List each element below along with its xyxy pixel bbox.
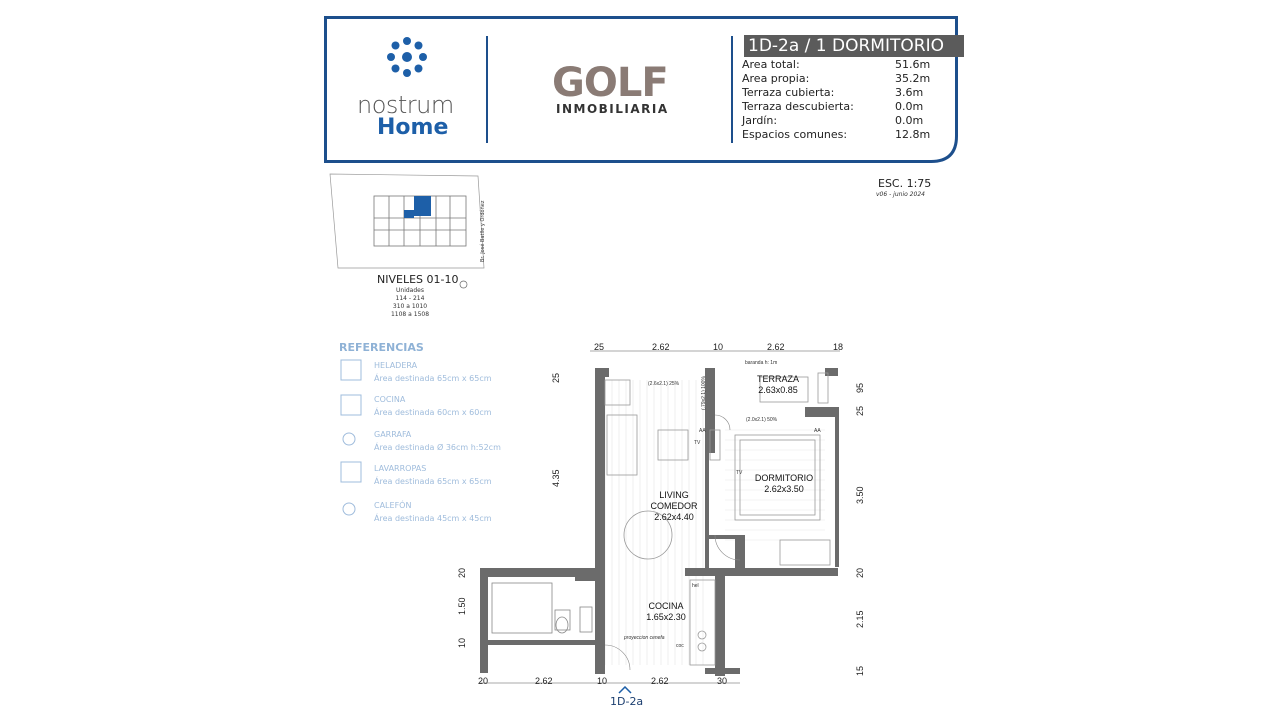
- room-label-living: [638, 490, 710, 523]
- spec-label: Area total:: [742, 58, 800, 71]
- spec-value: 3.6m: [895, 86, 924, 99]
- water-heater-icon: [340, 498, 362, 520]
- room-name: TERRAZA: [756, 374, 799, 384]
- ref-name: HELADERA: [374, 361, 418, 370]
- spec-row: [742, 86, 926, 100]
- units-label: Unidades: [396, 287, 424, 294]
- note-coc: coc: [676, 643, 684, 649]
- dim-left: 20: [457, 567, 467, 578]
- unit-code: 1D-2a: [610, 695, 644, 708]
- room-name: LIVING COMEDOR: [650, 490, 698, 511]
- unit-title: 1D-2a / 1 DORMITORIO: [744, 35, 964, 57]
- version-label: v06 - junio 2024: [876, 191, 925, 198]
- dim-bottom: 2.62: [535, 676, 553, 686]
- room-label-terrace: [743, 374, 813, 396]
- ref-name: COCINA: [374, 395, 406, 404]
- note-hel: hel: [692, 583, 699, 589]
- ref-name: GARRAFA: [374, 430, 412, 439]
- spec-row: [742, 72, 931, 86]
- units-range: 1108 a 1508: [390, 311, 430, 318]
- spec-row: [742, 128, 931, 142]
- room-size: 2.63x0.85: [758, 385, 798, 395]
- unit-highlight: [414, 196, 431, 216]
- dim-top: 2.62: [652, 342, 670, 352]
- key-plan: [328, 172, 488, 272]
- note-baranda: baranda h: 1m: [745, 360, 778, 366]
- room-size: 1.65x2.30: [646, 612, 686, 622]
- ref-name: LAVARROPAS: [374, 464, 427, 473]
- units-range: 114 - 214: [395, 295, 425, 302]
- spec-label: Espacios comunes:: [742, 128, 848, 141]
- fridge-icon: [340, 359, 362, 381]
- ref-name: CALEFÓN: [374, 501, 412, 510]
- room-name: DORMITORIO: [754, 473, 814, 483]
- dim-top: 10: [713, 342, 724, 352]
- nostrum-logo-icon: [385, 35, 429, 79]
- room-size: 2.62x3.50: [764, 484, 804, 494]
- room-size: 2.62x4.40: [654, 512, 694, 522]
- spec-label: Jardín:: [742, 114, 778, 127]
- spec-row: [742, 100, 926, 114]
- brand-nostrum: nostrum: [357, 91, 454, 119]
- dim-left: 25: [551, 372, 561, 383]
- room-label-bedroom: [748, 473, 820, 495]
- dim-right: 20: [855, 567, 865, 578]
- note-tv: TV: [736, 470, 743, 476]
- dim-top: 2.62: [767, 342, 785, 352]
- dim-right: 3.50: [855, 486, 865, 504]
- ref-desc: Área destinada 65cm x 65cm: [374, 477, 492, 486]
- ref-desc: Área destinada Ø 36cm h:52cm: [374, 443, 501, 452]
- spec-value: 0.0m: [895, 100, 924, 113]
- note-window: (.79x2.1) 100%: [701, 376, 707, 410]
- dim-top: 25: [594, 342, 605, 352]
- units-range: 310 a 1010: [392, 303, 428, 310]
- dim-left: 1.50: [457, 597, 467, 615]
- dim-right: 15: [855, 665, 865, 676]
- spec-row: [742, 114, 926, 128]
- spec-value: 51.6m: [895, 58, 931, 71]
- dim-right: 95: [855, 382, 865, 393]
- dim-top: 18: [833, 342, 844, 352]
- room-name: COCINA: [648, 601, 684, 611]
- dim-left: 10: [457, 637, 467, 648]
- note-projection: proyeccion cenefa: [624, 635, 665, 641]
- gas-cylinder-icon: [340, 427, 362, 449]
- ref-desc: Área destinada 60cm x 60cm: [374, 408, 492, 417]
- spec-label: Terraza descubierta:: [742, 100, 854, 113]
- dim-bottom: 10: [597, 676, 608, 686]
- dim-bottom: 2.62: [651, 676, 669, 686]
- note-window: (2.6x2.1) 25%: [648, 381, 680, 387]
- brand-golf: GOLF: [552, 60, 668, 106]
- brand-golf-sub: INMOBILIARIA: [556, 102, 669, 116]
- note-aa: AA: [699, 428, 706, 434]
- spec-value: 12.8m: [895, 128, 931, 141]
- dim-line-bottom: [475, 680, 745, 686]
- spec-row: [742, 58, 931, 72]
- room-label-kitchen: [630, 601, 702, 623]
- ref-desc: Área destinada 65cm x 65cm: [374, 374, 492, 383]
- dim-right: 2.15: [855, 610, 865, 628]
- spec-label: Area propia:: [742, 72, 810, 85]
- ref-desc: Área destinada 45cm x 45cm: [374, 514, 492, 523]
- note-tv: TV: [694, 440, 701, 446]
- washer-icon: [340, 461, 362, 483]
- dim-bottom: 30: [717, 676, 728, 686]
- stove-icon: [340, 394, 362, 416]
- dim-left: 4.35: [551, 469, 561, 487]
- dim-right: 25: [855, 405, 865, 416]
- dim-bottom: 20: [478, 676, 489, 686]
- note-window: (2.0x2.1) 50%: [746, 417, 778, 423]
- note-aa: AA: [814, 428, 821, 434]
- chevron-up-icon: [618, 686, 632, 694]
- scale-label: ESC. 1:75: [878, 177, 932, 190]
- spec-value: 0.0m: [895, 114, 924, 127]
- brand-home: Home: [377, 115, 449, 140]
- references-title: REFERENCIAS: [339, 341, 424, 354]
- spec-label: Terraza cubierta:: [742, 86, 835, 99]
- north-icon: [459, 280, 468, 289]
- levels-title: NIVELES 01-10: [377, 273, 459, 286]
- spec-value: 35.2m: [895, 72, 931, 85]
- street-label: Br. José Batlle y Ordóñez: [480, 200, 486, 262]
